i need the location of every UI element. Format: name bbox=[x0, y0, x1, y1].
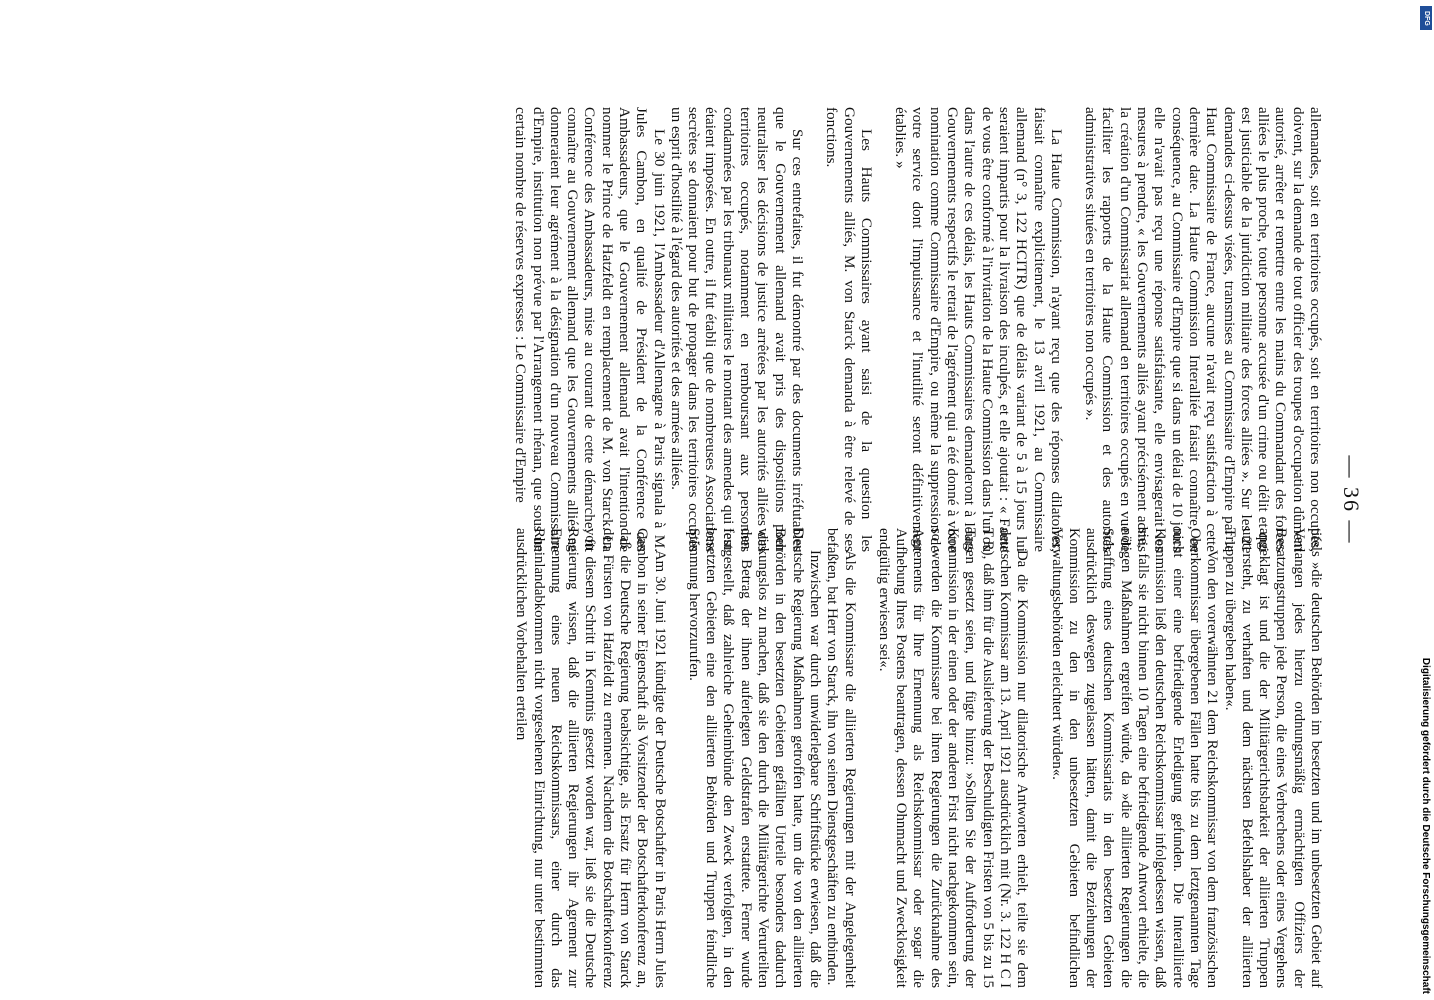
french-column bbox=[512, 107, 1324, 552]
german-column bbox=[512, 528, 1324, 988]
dfg-logo: DFG bbox=[1420, 6, 1432, 30]
german-paragraph-5: Inzwischen war durch unwiderlegbare Schriftstücke erwiesen, daß die Deutsche Regierung Maßnahmen getroffen hatte, um die von den alliierten Behörden in den besetzten Gebieten gefällten Urteile besonders dadurch wirkungslos zu machen, daß sie den durch die Militärgerichte Verurteilten den Betrag der ihnen auferlegten Geldstrafen erstattete. Ferner wurde festgestellt, daß zahlreiche Geheimbünde den Zweck verfolgten, in den besetzten Gebieten eine den alliierten Behörden und Truppen feindliche Stimmung hervorzurufen. bbox=[685, 528, 823, 988]
french-paragraph-1: allemandes, soit en territoires occupés, soit en territoires non occupés, doivent, sur la demande de tout officier des troupes d'occupation dûment autorisé, arrêter et remettre entre les mains du Commandant des forces alliées le plus proche, toute personne accusée d'un crime ou délit et qui est justiciable de la juridiction militaire des forces alliées ». Sur les 21 demandes ci-dessus visées, transmises au Commissaire d'Empire par le Haut Commissaire de France, aucune n'avait reçu satisfaction à cette dernière date. La Haute Commission Interalliée faisait connaître, en conséquence, au Commissaire d'Empire que si dans un délai de 10 jours elle n'avait pas reçu une réponse satisfaisante, elle envisagerait les mesures à prendre, « les Gouvernements alliés ayant précisément admis la création d'un Commissariat allemand en territoires occupés en vue de faciliter les rapports de la Haute Commission et des autorités administratives situées en territoires non occupés ». bbox=[1082, 107, 1324, 552]
german-paragraph-6: Am 30. Juni 1921 kündigte der Deutsche Botschafter in Paris Herrn Jules Cambon in seiner Eigenschaft als Vorsitzender der Botschafterkonferenz an, daß die Deutsche Regierung beabsichtige, als Ersatz für Herrn von Starck den Fürsten von Hatzfeldt zu ernennen. Nachdem die Botschafterkonferenz von diesem Schritt in Kenntnis gesetzt worden war, ließ sie die Deutsche Regierung wissen, daß die alliierten Regierungen ihr Agrement zur Ernennung eines neuen Reichskommissars, einer durch das Rheinlandabkommen nicht vorgesehenen Einrichtung, nur unter bestimmten ausdrücklichen Vorbehalten erteilen bbox=[513, 528, 668, 988]
german-paragraph-2: Von den vorerwähnten 21 dem Reichskommissar von dem französischen Oberkommissar übergebenen Fällen hatte bis zu dem letztgenannten Tage nicht einer eine befriedigende Erledigung gefunden. Die Interalliierte Kommission ließ den deutschen Reichskommissar infolgedessen wissen, daß sie, falls sie nicht binnen 10 Tagen eine befriedigende Antwort erhielte, die nötigen Maßnahmen ergreifen würde, da »die alliierten Regierungen die Schaffung eines deutschen Kommissariats in den besetzten Gebieten ausdrücklich deswegen zugelassen hätten, damit die Beziehungen der Kommission zu den in den unbesetzten Gebieten befindlichen Verwaltungsbehörden erleichtert würden«. bbox=[1048, 528, 1221, 988]
german-paragraph-3: Da die Kommission nur dilatorische Antworten erhielt, teilte sie dem deutschen Kommissar am 13. April 1921 ausdrücklich mit (Nr. 3. 122 H C I T R), daß ihm für die Auslieferung der Beschuldigten Fristen von 5 bis zu 15 Tagen gesetzt seien, und fügte hinzu: »Sollten Sie der Aufforderung der Kommission in der einen oder der anderen Frist nicht nachgekommen sein, so werden die Kommissare bei ihren Regierungen die Zurücknahme des Agrements für Ihre Ernennung als Reichskommissar oder sogar die Aufhebung Ihres Postens beantragen, dessen Ohnmacht und Zwecklosigkeit endgültig erwiesen sei«. bbox=[875, 528, 1031, 988]
french-paragraph-2: La Haute Commission, n'ayant reçu que des réponses dilatoires, faisait connaître explicitement, le 13 avril 1921, au Commissaire allemand (n° 3, 122 HCITR) que de délais variant de 5 à 15 jours lui seraient impartis pour la livraison des inculpés, et elle ajoutait : « Faute de vous être conformé à l'invitation de la Haute Commission dans l'un ou dans l'autre de ces délais, les Hauts Commissaires demanderont à leurs Gouvernements respectifs le retrait de l'agrément qui a été donné à votre nomination comme Commissaire d'Empire, ou même la suppression de votre service dont l'impuissance et l'inutilité seront définitivement établies. » bbox=[892, 107, 1065, 552]
french-paragraph-5: Le 30 juin 1921, l'Ambassadeur d'Allemagne à Paris signala à M. Jules Cambon, en qualité de Président de la Conférence des Ambassadeurs, que le Gouvernement allemand avait l'intention de nommer le Prince de Hatzfeldt en remplacement de M. von Starck. La Conférence des Ambassadeurs, mise au courant de cette démarche, fit connaître au Gouvernement allemand que les Gouvernements alliés ne donneraient leur agrément à la désignation d'un nouveau Commissaire d'Empire, institution non prévue par l'Arrangement rhénan, que sous un certain nombre de réserves expresses : Le Commissaire d'Empire bbox=[512, 107, 668, 552]
french-paragraph-3: Les Hauts Commissaires ayant saisi de la question les Gouvernements alliés, M. von Starck demanda à être relevé de ses fonctions. bbox=[823, 107, 875, 552]
german-paragraph-1: titels »die deutschen Behörden im besetzten und im unbesetzten Gebiet auf Verlangen jedes hierzu ordnungsmäßig ermächtigten Offiziers der Besatzungstruppen jede Person, die eines Verbrechens oder eines Vergehens angeklagt ist und die der Militärgerichtsbarkeit der alliierten Truppen untersteht, zu verhaften und dem nächsten Befehlshaber der alliierten Truppen zu übergeben haben«. bbox=[1221, 528, 1324, 988]
watermark-text: Digitalisierung gefördert durch die Deutsche Forschungsgemeinschaft bbox=[1420, 657, 1431, 994]
digitization-watermark bbox=[1418, 4, 1432, 994]
french-paragraph-4: Sur ces entrefaites, il fut démontré par des documents irréfutables que le Gouvernement allemand avait pris des dispositions pour neutraliser les décisions de justice arrêtées par les autorités alliées des territoires occupés, notamment en remboursant aux personnes condamnées par les tribunaux militaires le montant des amendes qui leur étaient imposées. En outre, il fut établi que de nombreuses Associations secrètes se donnaient pour but de propager dans les territoires occupés un esprit d'hostilité à l'égard des autorités et des armées alliées. bbox=[667, 107, 806, 552]
german-paragraph-4: Als die Kommissare die alliierten Regierungen mit der Angelegenheit befaßten, bat Herr von Starck, ihn von seinen Dienstgeschäften zu entbinden. bbox=[824, 528, 858, 988]
page-number: — 36 — bbox=[1339, 455, 1364, 545]
